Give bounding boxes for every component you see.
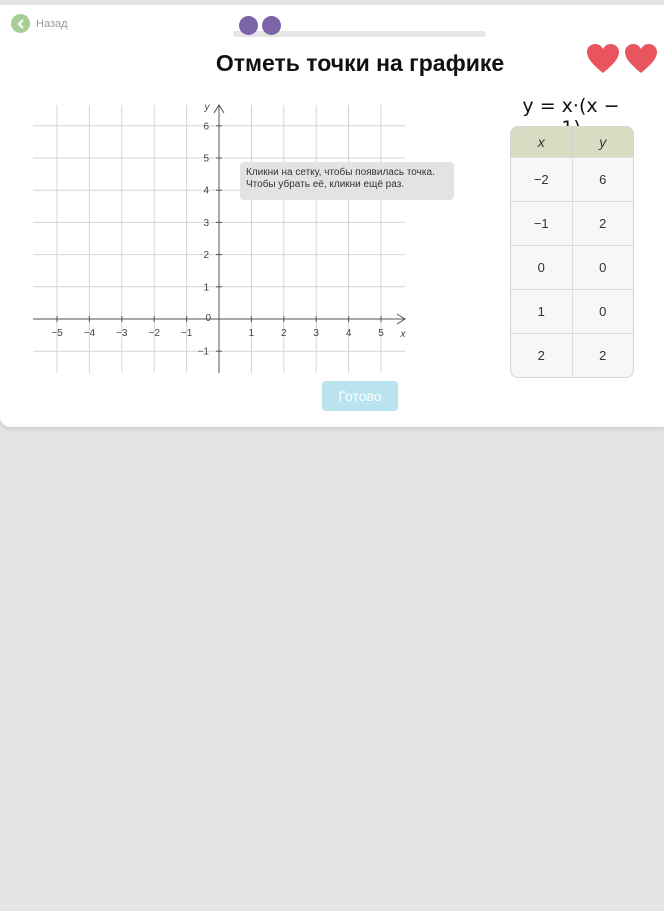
table-row <box>511 157 633 201</box>
page-title: Отметь точки на графике <box>215 50 505 76</box>
x-tick-label: −5 <box>51 328 63 339</box>
back-button[interactable] <box>11 14 68 33</box>
heart-icon <box>624 43 658 75</box>
back-label: Назад <box>36 17 68 30</box>
hint-line-1: Кликни на сетку, чтобы появилась точка. <box>246 167 435 178</box>
x-axis-label: x <box>400 329 406 340</box>
hint-line-2: Чтобы убрать её, кликни ещё раз. <box>246 179 405 190</box>
cell-y: 2 <box>599 348 607 363</box>
y-tick-label: 5 <box>203 153 209 165</box>
table-row <box>511 289 633 333</box>
cell-y: 0 <box>599 260 607 275</box>
x-tick-label: 5 <box>378 328 384 339</box>
origin-label: 0 <box>205 313 211 324</box>
function-formula: y = x·(x − <box>522 95 620 117</box>
cell-x: 2 <box>511 334 573 377</box>
chevron-left-icon <box>11 14 30 33</box>
cell-x: 0 <box>511 246 573 289</box>
done-button[interactable]: Готово <box>322 381 398 411</box>
value-table-header <box>511 127 633 157</box>
lives-indicator <box>586 43 658 75</box>
progress-dot <box>262 16 281 35</box>
y-tick-label: 4 <box>203 185 209 197</box>
x-tick-label: −3 <box>116 328 128 339</box>
cell-y: 0 <box>599 304 607 319</box>
task-card <box>0 5 664 427</box>
y-tick-label: 6 <box>203 121 209 133</box>
header-y: y <box>599 134 607 150</box>
hint-tooltip <box>240 162 454 200</box>
y-tick-label: 1 <box>203 282 209 294</box>
value-table <box>510 126 634 378</box>
x-tick-label: −1 <box>180 328 193 339</box>
table-row <box>511 201 633 245</box>
y-tick-label: 2 <box>203 250 209 262</box>
y-tick-label: 3 <box>203 217 209 229</box>
heart-icon <box>586 43 620 75</box>
cell-x: 1 <box>511 290 573 333</box>
x-tick-label: −2 <box>148 328 160 339</box>
x-tick-label: 4 <box>345 328 352 339</box>
table-row <box>511 245 633 289</box>
cell-x: −1 <box>511 202 573 245</box>
progress-dot <box>239 16 258 35</box>
y-axis-label: y <box>204 102 210 113</box>
y-tick-label: −1 <box>197 346 209 358</box>
coordinate-grid[interactable] <box>0 93 420 378</box>
x-tick-label: 1 <box>248 328 255 339</box>
cell-x: −2 <box>511 158 573 201</box>
header-x: x <box>511 127 573 157</box>
x-tick-label: 3 <box>313 328 319 339</box>
table-row <box>511 333 633 377</box>
cell-y: 2 <box>599 216 607 231</box>
cell-y: 6 <box>599 172 607 187</box>
x-tick-label: −4 <box>83 328 96 339</box>
x-tick-label: 2 <box>281 328 287 339</box>
